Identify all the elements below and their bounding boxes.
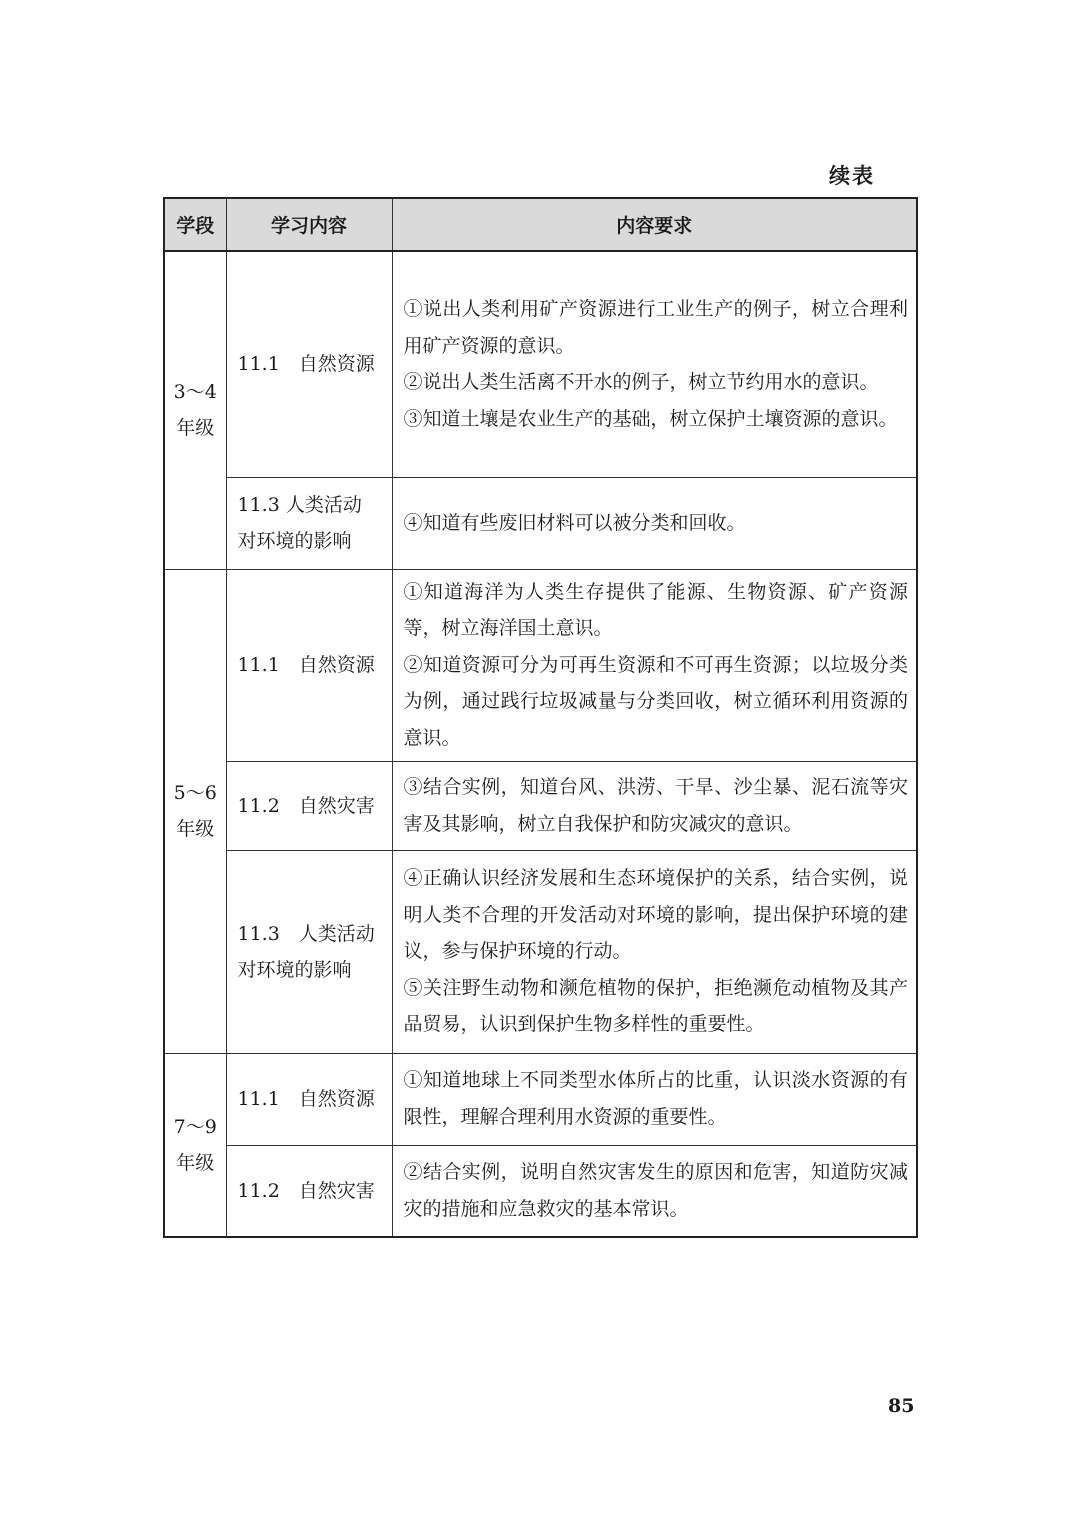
header-requirements: 内容要求 xyxy=(392,198,917,251)
table-row xyxy=(164,761,917,850)
requirement-item: ①说出人类利用矿产资源进行工业生产的例子，树立合理利用矿产资源的意识。 xyxy=(403,298,908,357)
header-grade: 学段 xyxy=(164,198,226,251)
curriculum-table xyxy=(163,197,918,1238)
requirement-cell xyxy=(392,477,917,569)
requirement-item: ①知道地球上不同类型水体所占的比重，认识淡水资源的有限性，理解合理利用水资源的重要性。 xyxy=(403,1069,908,1128)
topic-label: 对环境的影响 xyxy=(237,958,352,981)
requirement-cell xyxy=(392,850,917,1053)
topic-label: 11.3 人类活动 xyxy=(237,922,375,945)
header-content: 学习内容 xyxy=(226,198,392,251)
topic-label: 11.1 自然资源 xyxy=(237,353,375,376)
grade-cell xyxy=(164,251,226,569)
topic-cell xyxy=(226,761,392,850)
topic-cell xyxy=(226,477,392,569)
requirement-item: ⑤关注野生动物和濒危植物的保护，拒绝濒危动植物及其产品贸易，认识到保护生物多样性的重要性。 xyxy=(403,976,908,1036)
requirement-item: ②结合实例，说明自然灾害发生的原因和危害，知道防灾减灾的措施和应急救灾的基本常识。 xyxy=(403,1161,908,1220)
requirement-item: ②知道资源可分为可再生资源和不可再生资源；以垃圾分类为例，通过践行垃圾减量与分类回收，树立循环利用资源的意识。 xyxy=(403,653,908,749)
topic-cell xyxy=(226,1053,392,1145)
grade-label: 年级 xyxy=(176,1151,215,1174)
table-row xyxy=(164,251,917,477)
requirement-item: ④正确认识经济发展和生态环境保护的关系，结合实例，说明人类不合理的开发活动对环境的影响，提出保护环境的建议，参与保护环境的行动。 xyxy=(403,867,908,963)
requirement-item: ④知道有些废旧材料可以被分类和回收。 xyxy=(403,511,746,534)
requirement-item: ②说出人类生活离不开水的例子，树立节约用水的意识。 xyxy=(403,371,879,394)
table-row xyxy=(164,1053,917,1145)
topic-cell xyxy=(226,251,392,477)
grade-label: 3～4 xyxy=(173,381,217,404)
topic-cell xyxy=(226,569,392,761)
requirement-cell xyxy=(392,1053,917,1145)
requirement-cell xyxy=(392,251,917,477)
grade-label: 5～6 xyxy=(173,782,217,804)
topic-cell xyxy=(226,1145,392,1237)
requirement-cell xyxy=(392,569,917,761)
table-row xyxy=(164,477,917,569)
grade-label: 年级 xyxy=(176,417,215,440)
requirement-item: ③知道土壤是农业生产的基础，树立保护土壤资源的意识。 xyxy=(403,407,898,430)
grade-cell xyxy=(164,569,226,1053)
table-row xyxy=(164,1145,917,1237)
topic-cell xyxy=(226,850,392,1053)
table-row xyxy=(164,569,917,761)
grade-cell xyxy=(164,1053,226,1237)
topic-label: 11.2 自然灾害 xyxy=(237,1179,375,1202)
requirement-item: ③结合实例，知道台风、洪涝、干旱、沙尘暴、泥石流等灾害及其影响，树立自我保护和防灾减灾的意识。 xyxy=(403,775,908,835)
page-number: 85 xyxy=(888,1395,915,1417)
topic-label: 11.1 自然资源 xyxy=(237,654,375,676)
table-header-row xyxy=(164,198,917,251)
topic-label: 11.3 人类活动 xyxy=(237,494,362,516)
requirement-item: ①知道海洋为人类生存提供了能源、生物资源、矿产资源等，树立海洋国土意识。 xyxy=(403,580,908,640)
grade-label: 7～9 xyxy=(173,1115,217,1138)
requirement-cell xyxy=(392,1145,917,1237)
continued-label: 续表 xyxy=(829,164,875,188)
topic-label: 11.2 自然灾害 xyxy=(237,794,375,817)
topic-label: 对环境的影响 xyxy=(237,530,352,552)
topic-label: 11.1 自然资源 xyxy=(237,1088,375,1110)
requirement-cell xyxy=(392,761,917,850)
table-row xyxy=(164,850,917,1053)
grade-label: 年级 xyxy=(176,818,215,840)
